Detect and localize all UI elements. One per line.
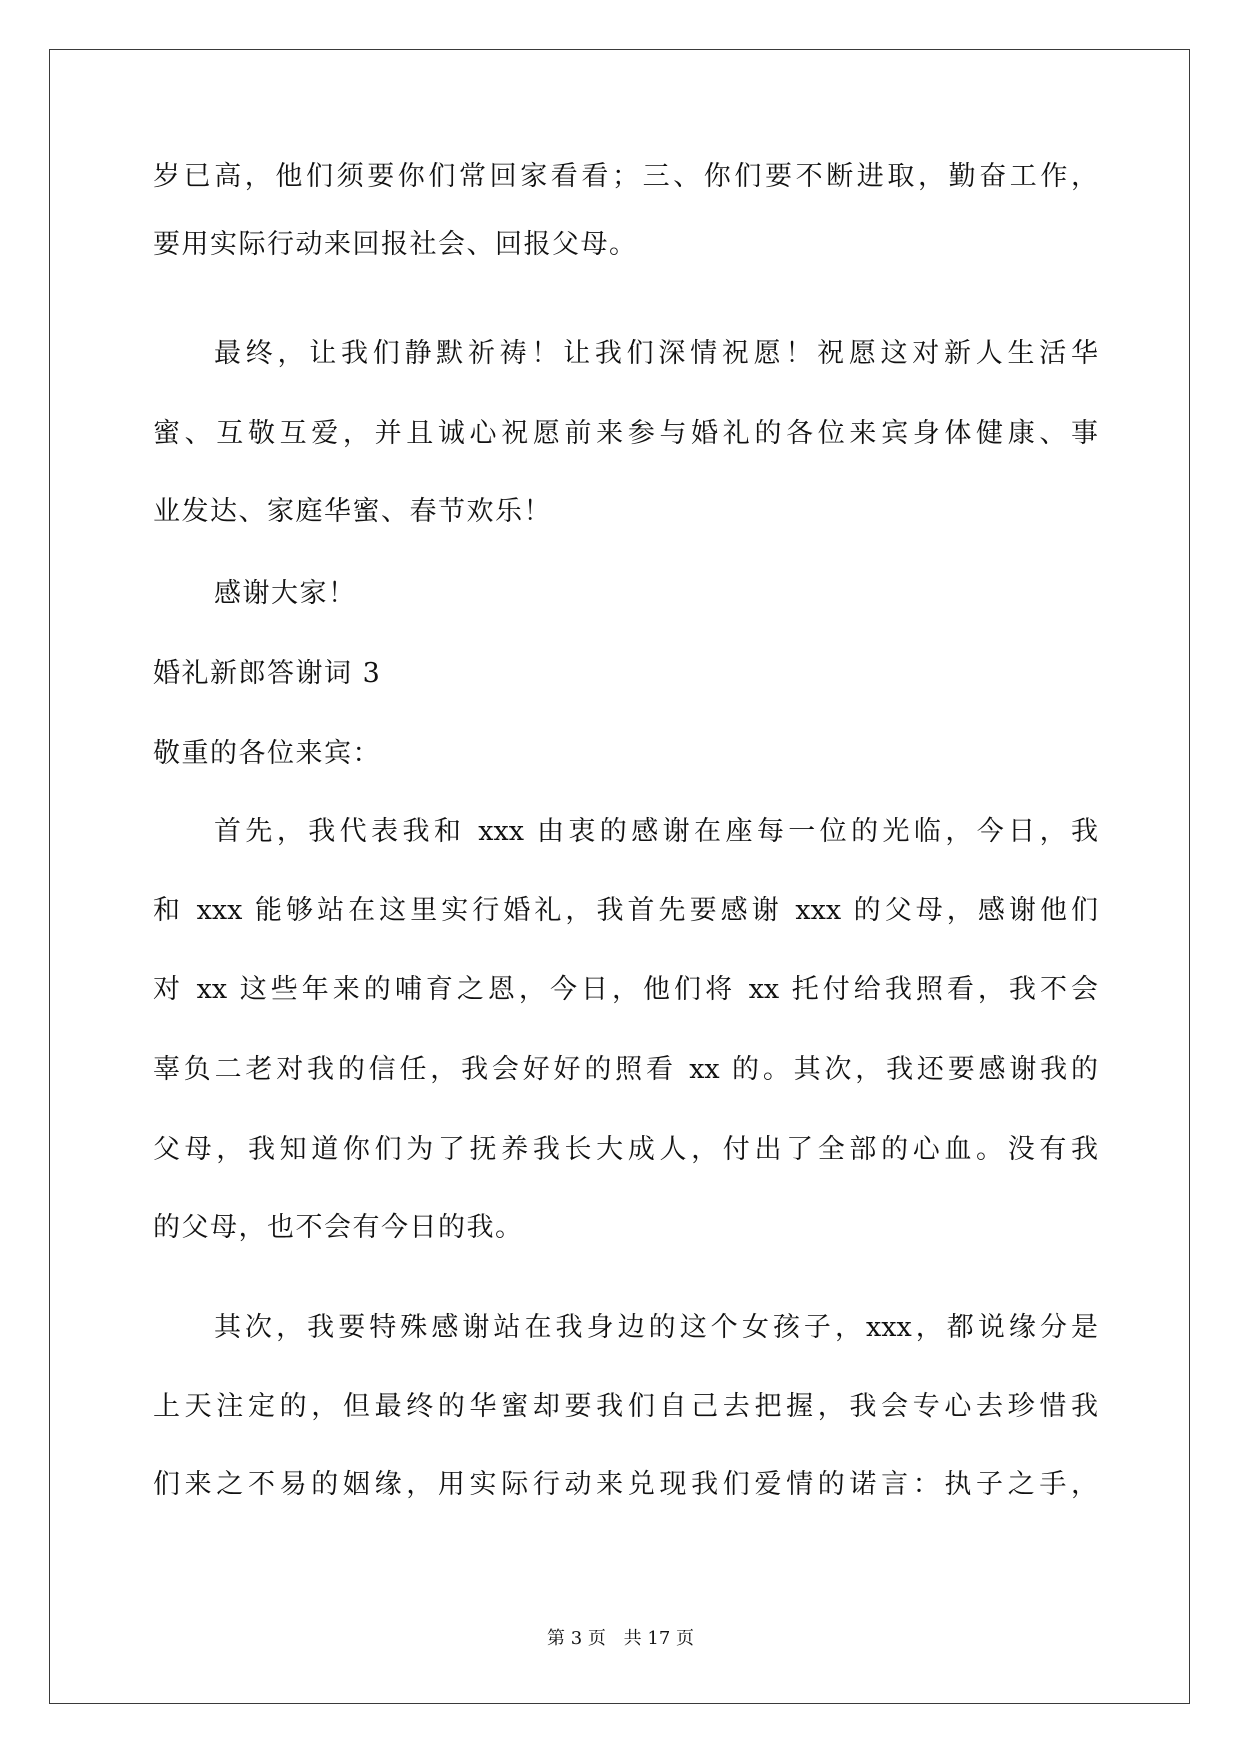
paragraph-line: 首先，我代表我和 xxx 由衷的感谢在座每一位的光临，今日，我 <box>214 816 1098 847</box>
paragraph-line: 感谢大家！ <box>214 578 357 609</box>
paragraph-line: 要用实际行动来回报社会、回报父母。 <box>153 229 638 260</box>
paragraph-line: 们来之不易的姻缘，用实际行动来兑现我们爱情的诺言：执子之手， <box>153 1469 1098 1500</box>
paragraph-line: 最终，让我们静默祈祷！让我们深情祝愿！祝愿这对新人生活华 <box>214 338 1098 369</box>
salutation: 敬重的各位来宾： <box>153 738 381 769</box>
page-number: 第 3 页 <box>547 1628 606 1649</box>
paragraph-line: 上天注定的，但最终的华蜜却要我们自己去把握，我会专心去珍惜我 <box>153 1391 1098 1422</box>
paragraph-line: 其次，我要特殊感谢站在我身边的这个女孩子，xxx，都说缘分是 <box>214 1312 1098 1343</box>
page-border <box>49 49 1190 1704</box>
paragraph-line: 和 xxx 能够站在这里实行婚礼，我首先要感谢 xxx 的父母，感谢他们 <box>153 895 1098 926</box>
section-heading: 婚礼新郎答谢词 3 <box>153 658 382 689</box>
paragraph-line: 业发达、家庭华蜜、春节欢乐！ <box>153 496 552 527</box>
page-footer <box>0 1627 1241 1651</box>
paragraph-line: 辜负二老对我的信任，我会好好的照看 xx 的。其次，我还要感谢我的 <box>153 1054 1098 1085</box>
paragraph-line: 对 xx 这些年来的哺育之恩，今日，他们将 xx 托付给我照看，我不会 <box>153 974 1098 1005</box>
paragraph-line: 父母，我知道你们为了抚养我长大成人，付出了全部的心血。没有我 <box>153 1134 1098 1165</box>
paragraph-line: 岁已高，他们须要你们常回家看看；三、你们要不断进取，勤奋工作， <box>153 161 1098 192</box>
paragraph-line: 蜜、互敬互爱，并且诚心祝愿前来参与婚礼的各位来宾身体健康、事 <box>153 418 1098 449</box>
page-total: 共 17 页 <box>623 1628 694 1649</box>
paragraph-line: 的父母，也不会有今日的我。 <box>153 1212 524 1243</box>
